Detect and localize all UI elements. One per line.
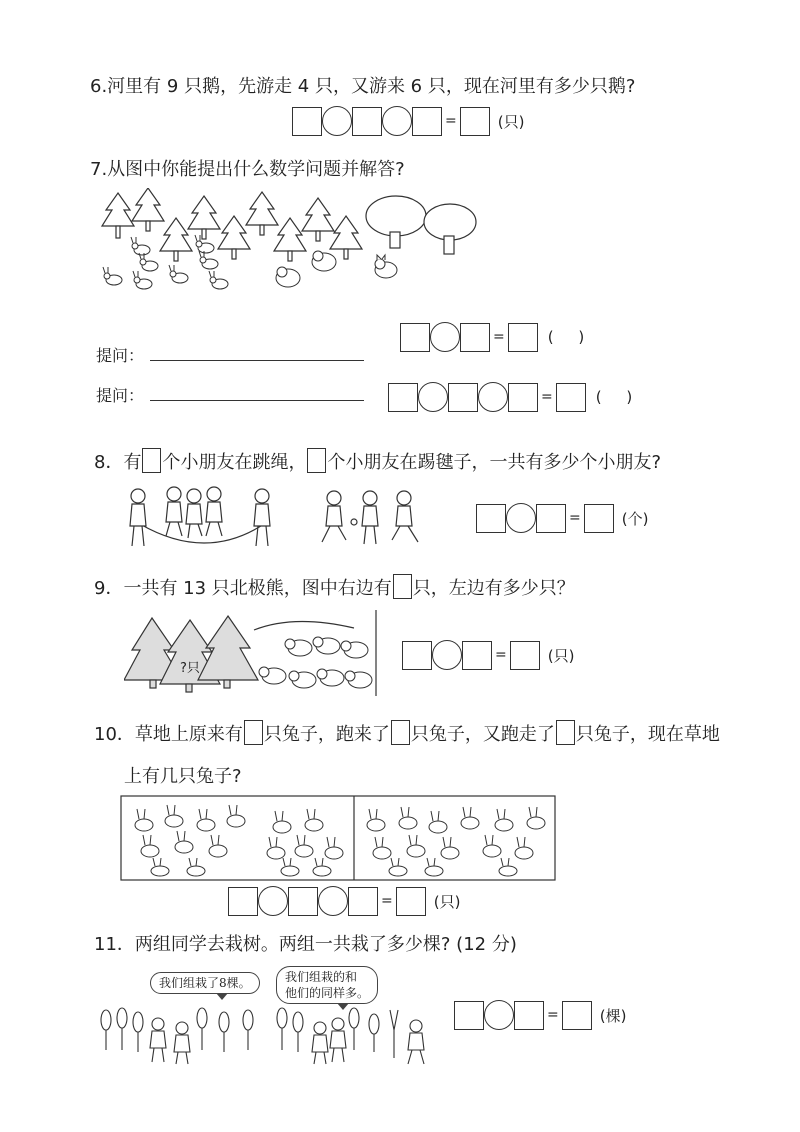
q9-text: [94, 574, 575, 600]
result-box[interactable]: [562, 1001, 592, 1030]
result-box[interactable]: [584, 504, 614, 533]
answer-box[interactable]: [476, 504, 506, 533]
child-icon: [166, 487, 182, 536]
polar-bear-icon: [285, 639, 312, 656]
polar-bear-icon: [289, 671, 316, 688]
unit-label: (棵): [599, 1006, 627, 1025]
q10-text-part: 只兔子，跑来了: [263, 724, 390, 745]
q7-ask-row-2: [96, 383, 364, 406]
answer-box[interactable]: [292, 107, 322, 136]
q11-text: 11．两组同学去栽树。两组一共栽了多少棵? (12 分): [94, 934, 517, 955]
dog-icon: [276, 267, 300, 287]
inline-answer-box[interactable]: [307, 448, 326, 473]
equals-sign: =: [445, 113, 457, 129]
inline-answer-box[interactable]: [391, 720, 410, 745]
q10-text-part: 只兔子，又跑走了: [410, 724, 555, 745]
rabbit-icon: [139, 253, 158, 271]
q7-ask-row-1: [96, 343, 364, 366]
answer-box[interactable]: [400, 323, 430, 352]
inline-answer-box[interactable]: [142, 448, 161, 473]
sapling-icon: [369, 1014, 379, 1052]
pine-tree-icon: [218, 216, 250, 259]
polar-bear-illustration: [124, 610, 380, 698]
sapling-icon: [101, 1010, 111, 1050]
child-icon: [206, 487, 222, 536]
operator-circle[interactable]: [484, 1000, 514, 1030]
operator-circle[interactable]: [478, 382, 508, 412]
answer-box[interactable]: [536, 504, 566, 533]
operator-circle[interactable]: [506, 503, 536, 533]
shuttlecock-icon: [351, 519, 357, 525]
result-box[interactable]: [508, 323, 538, 352]
answer-box[interactable]: [388, 383, 418, 412]
children-playing-illustration: [126, 484, 436, 552]
child-icon: [312, 1022, 328, 1064]
forest-animals-illustration: [98, 188, 488, 300]
sapling-icon: [293, 1012, 303, 1052]
equals-sign: =: [569, 510, 581, 526]
round-tree-icon: [424, 204, 476, 254]
child-icon: [150, 1018, 166, 1062]
q8-text: [94, 448, 661, 474]
operator-circle[interactable]: [418, 382, 448, 412]
mountain-outline: [254, 621, 354, 630]
answer-box[interactable]: [460, 323, 490, 352]
pine-tree-icon: [102, 193, 134, 238]
pine-tree-icon: [302, 198, 334, 241]
child-icon: [362, 491, 378, 544]
q9-text-part: 9．一共有 13 只北极熊，图中右边有: [94, 578, 392, 599]
unit-label: ( ): [547, 328, 595, 346]
answer-box[interactable]: [454, 1001, 484, 1030]
pine-tree-icon: [160, 218, 192, 261]
answer-box[interactable]: [228, 887, 258, 916]
q11-equation: [454, 1000, 626, 1030]
rabbit-icon: [103, 267, 122, 285]
q10-text-part: 只兔子，现在草地: [575, 724, 720, 745]
unit-label: ( ): [595, 388, 643, 406]
child-icon: [174, 1022, 190, 1064]
ask-answer-line[interactable]: [150, 386, 364, 401]
ask-label: 提问：: [96, 346, 145, 365]
tree-label: ?只: [180, 661, 200, 676]
pine-tree-icon: [330, 216, 362, 259]
rabbit-icon: [209, 271, 228, 289]
rabbits-illustration: [120, 795, 556, 881]
q8-equation: [476, 503, 648, 533]
answer-box[interactable]: [462, 641, 492, 670]
speech-bubble-2: [276, 966, 378, 1004]
dog-icon: [312, 251, 336, 271]
bubble-line: 他们的同样多。: [285, 986, 370, 1000]
q7-equation-2: [388, 382, 642, 412]
q6-text: 6.河里有 9 只鹅，先游走 4 只，又游来 6 只，现在河里有多少只鹅?: [90, 76, 636, 97]
child-icon: [130, 489, 146, 546]
polar-bear-icon: [345, 671, 372, 688]
sapling-icon: [117, 1008, 127, 1050]
answer-box[interactable]: [402, 641, 432, 670]
q10-text-line1: [94, 720, 720, 746]
operator-circle[interactable]: [322, 106, 352, 136]
answer-box[interactable]: [352, 107, 382, 136]
q6-equation: [292, 106, 524, 136]
result-box[interactable]: [556, 383, 586, 412]
pine-tree-icon: [274, 218, 306, 261]
answer-box[interactable]: [448, 383, 478, 412]
pine-tree-icon: [188, 196, 220, 239]
child-icon: [408, 1020, 424, 1064]
rabbit-icon: [169, 265, 188, 283]
pine-tree-icon: [132, 188, 164, 231]
sapling-icon: [349, 1008, 359, 1050]
q9-text-part: 只，左边有多少只？: [412, 578, 575, 599]
inline-answer-box[interactable]: [556, 720, 575, 745]
q8-text-part: 个小朋友在踢毽子，一共有多少个小朋友?: [327, 452, 662, 473]
operator-circle[interactable]: [258, 886, 288, 916]
ask-answer-line[interactable]: [150, 346, 364, 361]
speech-bubble-1: 我们组栽了8棵。: [150, 972, 260, 994]
q9-equation: [402, 640, 574, 670]
operator-circle[interactable]: [430, 322, 460, 352]
sapling-icon: [243, 1010, 253, 1050]
tree-planting-illustration: [98, 1000, 438, 1066]
rabbit-icon: [199, 251, 218, 269]
polar-bear-icon: [259, 667, 286, 684]
ask-label: 提问：: [96, 386, 145, 405]
sapling-icon: [197, 1008, 207, 1050]
answer-box[interactable]: [288, 887, 318, 916]
polar-bear-icon: [313, 637, 340, 654]
rabbit-icon: [131, 237, 150, 255]
rabbit-icon: [133, 271, 152, 289]
q10-text-line2: 上有几只兔子?: [124, 766, 242, 787]
child-icon: [330, 1018, 346, 1062]
unit-label: (只): [433, 892, 461, 911]
polar-bear-icon: [341, 641, 368, 658]
equals-sign: =: [493, 329, 505, 345]
round-tree-icon: [366, 196, 426, 248]
answer-box[interactable]: [348, 887, 378, 916]
child-icon: [392, 491, 418, 542]
child-icon: [254, 489, 270, 546]
bare-tree-icon: [390, 1010, 398, 1058]
equals-sign: =: [495, 647, 507, 663]
q7-equation-1: [400, 322, 594, 352]
bubble-line: 我们组栽的和: [285, 970, 358, 984]
q8-text-part: 个小朋友在跳绳，: [162, 452, 307, 473]
q10-text-part: 10．草地上原来有: [94, 724, 243, 745]
operator-circle[interactable]: [432, 640, 462, 670]
answer-box[interactable]: [412, 107, 442, 136]
q7-text: 7.从图中你能提出什么数学问题并解答?: [90, 159, 405, 180]
equals-sign: =: [547, 1007, 559, 1023]
pine-tree-icon: [246, 192, 278, 235]
snowy-tree-icon: [198, 616, 258, 680]
equals-sign: =: [381, 893, 393, 909]
jump-rope: [140, 524, 264, 543]
result-box[interactable]: [396, 887, 426, 916]
cat-icon: [375, 255, 397, 278]
operator-circle[interactable]: [318, 886, 348, 916]
sapling-icon: [277, 1008, 287, 1050]
child-icon: [322, 491, 346, 542]
unit-label: (只): [497, 112, 525, 131]
equals-sign: =: [541, 389, 553, 405]
picture-frame: [121, 796, 555, 880]
q8-text-part: 8．有: [94, 452, 142, 473]
result-box[interactable]: [460, 107, 490, 136]
answer-box[interactable]: [508, 383, 538, 412]
unit-label: (只): [547, 646, 575, 665]
inline-answer-box[interactable]: [244, 720, 263, 745]
q10-equation: [228, 886, 460, 916]
sapling-icon: [219, 1012, 229, 1052]
operator-circle[interactable]: [382, 106, 412, 136]
child-icon: [186, 489, 202, 538]
answer-box[interactable]: [514, 1001, 544, 1030]
result-box[interactable]: [510, 641, 540, 670]
polar-bear-icon: [317, 669, 344, 686]
inline-answer-box[interactable]: [393, 574, 412, 599]
unit-label: (个): [621, 509, 649, 528]
sapling-icon: [133, 1012, 143, 1052]
